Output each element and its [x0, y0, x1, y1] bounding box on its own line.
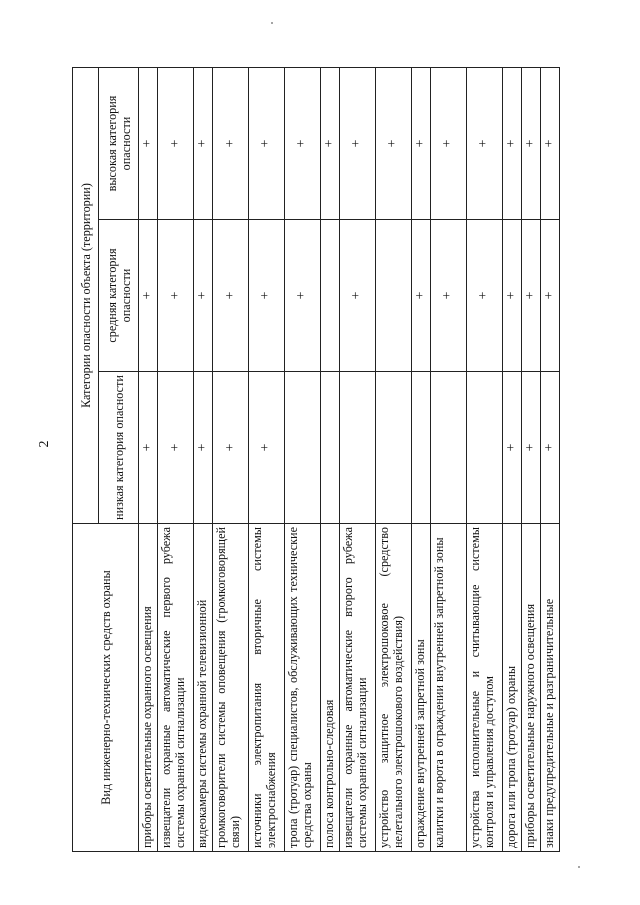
category-mark-cell: + — [249, 68, 285, 220]
category-mark-cell: + — [521, 372, 540, 524]
category-mark-cell: + — [158, 68, 194, 220]
equipment-name-cell: полоса контрольно-следовая — [320, 524, 339, 852]
category-mark-cell: + — [430, 220, 466, 372]
category-mark-cell: + — [139, 220, 158, 372]
header-category-high: высокая категория опасности — [99, 68, 139, 220]
equipment-name-cell: дорога или тропа (тротуар) охраны — [502, 524, 521, 852]
category-mark-cell: + — [213, 68, 249, 220]
category-mark-cell: + — [466, 68, 502, 220]
category-mark-cell: + — [502, 372, 521, 524]
equipment-name-cell: тропа (тротуар) специалистов, обслуживающих технические средства охраны — [284, 524, 320, 852]
table-row — [540, 68, 559, 852]
category-mark-cell: + — [430, 68, 466, 220]
table-row — [213, 68, 249, 852]
category-mark-cell: + — [411, 220, 430, 372]
header-equipment-type: Вид инженерно-технических средств охраны — [73, 524, 139, 852]
table-row — [339, 68, 375, 852]
category-mark-cell — [430, 372, 466, 524]
equipment-name-cell: приборы осветительные наружного освещения — [521, 524, 540, 852]
category-mark-cell: + — [540, 372, 559, 524]
equipment-name-cell: калитки и ворота в ограждении внутренней запретной зоны — [430, 524, 466, 852]
category-mark-cell: + — [339, 220, 375, 372]
header-category-low: низкая категория опасности — [99, 372, 139, 524]
equipment-name-cell: извещатели охранные автоматические второго рубежа системы охранной сигнализации — [339, 524, 375, 852]
category-mark-cell: + — [213, 372, 249, 524]
category-mark-cell: + — [320, 68, 339, 220]
equipment-name-cell: громкоговорители системы оповещения (громкоговорящей связи) — [213, 524, 249, 852]
table-row — [466, 68, 502, 852]
equipment-name-cell: приборы осветительные охранного освещения — [139, 524, 158, 852]
category-mark-cell: + — [502, 220, 521, 372]
table-row — [375, 68, 411, 852]
table-row — [249, 68, 285, 852]
category-mark-cell — [375, 220, 411, 372]
category-mark-cell — [411, 372, 430, 524]
category-mark-cell — [284, 372, 320, 524]
table-row — [158, 68, 194, 852]
category-mark-cell: + — [249, 372, 285, 524]
category-mark-cell: + — [249, 220, 285, 372]
table-row — [430, 68, 466, 852]
category-mark-cell — [466, 372, 502, 524]
category-mark-cell: + — [521, 68, 540, 220]
category-mark-cell — [320, 372, 339, 524]
category-mark-cell: + — [139, 372, 158, 524]
equipment-name-cell: устройства исполнительные и считывающие системы контроля и управления доступом — [466, 524, 502, 852]
category-mark-cell: + — [540, 68, 559, 220]
category-mark-cell: + — [502, 68, 521, 220]
category-mark-cell: + — [213, 220, 249, 372]
rotated-table-wrapper — [72, 68, 560, 852]
category-mark-cell: + — [284, 68, 320, 220]
table-row — [521, 68, 540, 852]
page-number: 2 — [37, 440, 52, 448]
category-mark-cell: + — [139, 68, 158, 220]
table-row — [139, 68, 158, 852]
category-mark-cell: + — [158, 372, 194, 524]
equipment-name-cell: источники электропитания вторичные системы электроснабжения — [249, 524, 285, 852]
table-row — [284, 68, 320, 852]
category-mark-cell: + — [375, 68, 411, 220]
category-mark-cell: + — [339, 68, 375, 220]
category-mark-cell — [339, 372, 375, 524]
table-row — [411, 68, 430, 852]
category-mark-cell — [320, 220, 339, 372]
equipment-name-cell: видеокамеры системы охранной телевизионной — [194, 524, 213, 852]
category-mark-cell: + — [284, 220, 320, 372]
category-mark-cell: + — [194, 68, 213, 220]
category-mark-cell: + — [194, 220, 213, 372]
equipment-name-cell: извещатели охранные автоматические первого рубежа системы охранной сигнализации — [158, 524, 194, 852]
table-row — [194, 68, 213, 852]
table-row — [320, 68, 339, 852]
category-mark-cell: + — [521, 220, 540, 372]
equipment-name-cell: устройство защитное электрошоковое (средство нелетального электрошокового воздействия) — [375, 524, 411, 852]
table-row — [502, 68, 521, 852]
header-category-medium: средняя категория опасности — [99, 220, 139, 372]
hazard-category-table — [72, 67, 560, 852]
category-mark-cell — [375, 372, 411, 524]
category-mark-cell: + — [540, 220, 559, 372]
category-mark-cell: + — [466, 220, 502, 372]
category-mark-cell: + — [158, 220, 194, 372]
scan-speck — [578, 866, 580, 868]
header-category-group: Категории опасности объекта (территории) — [73, 68, 99, 524]
scan-speck — [271, 22, 273, 24]
category-mark-cell: + — [411, 68, 430, 220]
category-mark-cell: + — [194, 372, 213, 524]
equipment-name-cell: знаки предупредительные и разграничительные — [540, 524, 559, 852]
equipment-name-cell: ограждение внутренней запретной зоны — [411, 524, 430, 852]
